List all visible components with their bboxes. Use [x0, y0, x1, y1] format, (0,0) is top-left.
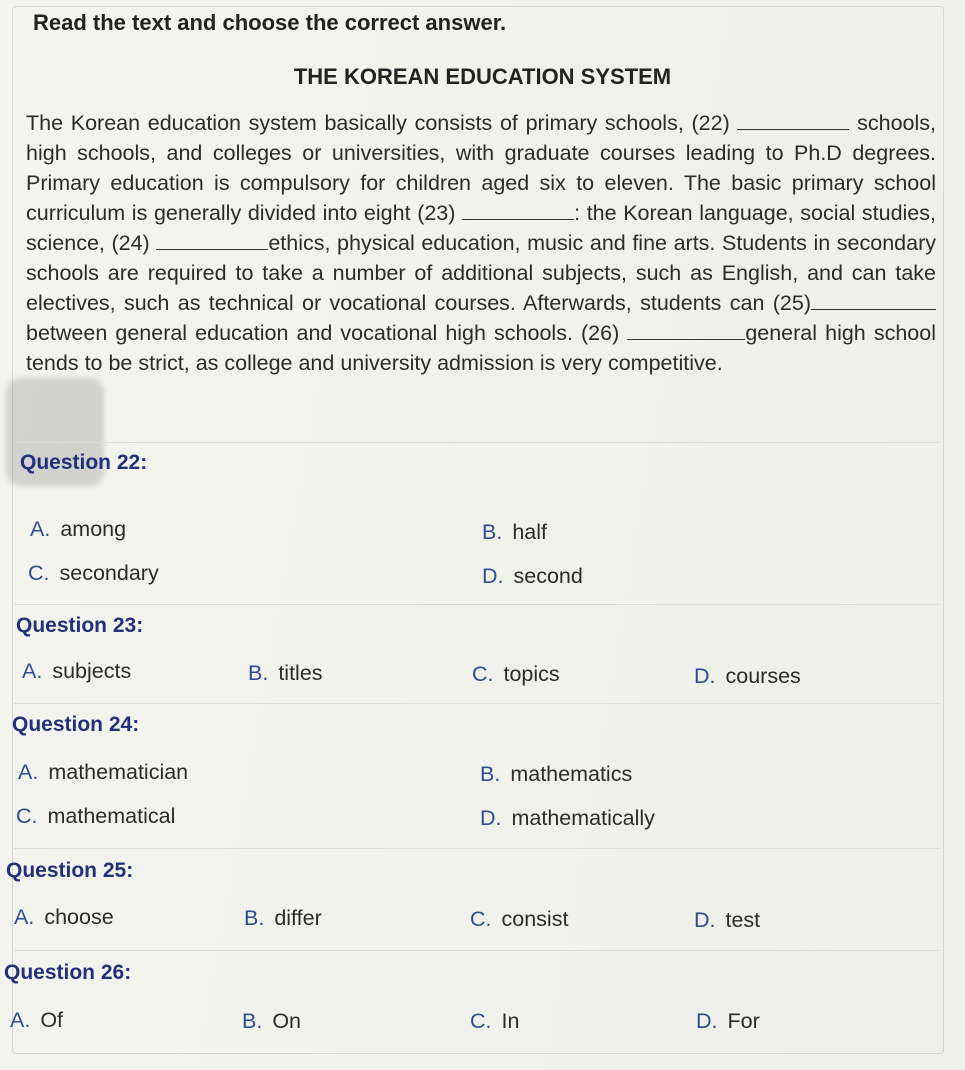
option-text: subjects	[52, 659, 132, 683]
divider	[14, 604, 939, 605]
option-letter: B.	[480, 762, 501, 786]
q26-option-a[interactable]	[10, 1008, 63, 1033]
option-letter: D.	[694, 908, 716, 932]
option-text: second	[513, 564, 583, 588]
option-text: On	[272, 1009, 302, 1033]
option-letter: A.	[14, 905, 35, 929]
option-letter: D.	[694, 664, 716, 688]
instruction-text: Read the text and choose the correct answer.	[33, 10, 507, 35]
q26-option-c[interactable]	[470, 1009, 519, 1034]
question-22-label: Question 22:	[20, 451, 148, 474]
option-text: half	[512, 520, 547, 544]
q23-option-b[interactable]	[248, 661, 323, 686]
q24-option-c[interactable]	[16, 804, 175, 829]
q23-option-d[interactable]	[694, 664, 801, 689]
reading-passage	[26, 108, 936, 378]
q24-option-d[interactable]	[480, 806, 655, 831]
q24-option-b[interactable]	[480, 762, 632, 787]
option-text: topics	[503, 662, 560, 686]
q25-option-b[interactable]	[244, 906, 322, 931]
option-text: mathematics	[510, 762, 633, 786]
q26-option-d[interactable]	[696, 1009, 760, 1034]
option-text: mathematical	[47, 804, 176, 828]
option-text: among	[60, 517, 127, 541]
question-26-label: Question 26:	[4, 961, 132, 984]
divider	[14, 442, 939, 443]
option-text: choose	[44, 905, 114, 929]
divider	[14, 950, 939, 951]
option-letter: C.	[28, 561, 50, 585]
option-letter: C.	[470, 1009, 492, 1033]
passage-segment: schools, high schools, and colleges or universities, with graduate courses leading to Ph.D degrees. Primary education is compulsory for children aged six to eleven. The basic primary school curriculum is generally divided into eight (23)	[26, 111, 937, 225]
option-letter: D.	[696, 1009, 718, 1033]
option-letter: B.	[244, 906, 265, 930]
passage-segment: : the Korean language, social studies, science, (24)	[26, 201, 936, 255]
blank-23	[462, 201, 574, 220]
q24-option-a[interactable]	[18, 760, 188, 785]
option-letter: A.	[10, 1008, 31, 1032]
option-text: Of	[40, 1008, 64, 1032]
passage-title: THE KOREAN EDUCATION SYSTEM	[293, 64, 672, 89]
question-24-label: Question 24:	[12, 713, 140, 736]
option-text: In	[501, 1009, 520, 1033]
option-letter: A.	[22, 659, 43, 683]
option-letter: D.	[482, 564, 504, 588]
q23-option-c[interactable]	[472, 662, 560, 687]
q26-option-b[interactable]	[242, 1009, 301, 1034]
blank-25	[811, 291, 936, 310]
q22-option-c[interactable]	[28, 561, 159, 586]
divider	[14, 703, 939, 704]
option-text: mathematician	[48, 760, 189, 784]
q25-option-a[interactable]	[14, 905, 114, 930]
option-text: test	[725, 908, 761, 932]
q22-option-a[interactable]	[30, 517, 126, 542]
blank-24	[156, 231, 268, 250]
option-letter: D.	[480, 806, 502, 830]
divider	[14, 848, 939, 849]
blank-22	[737, 111, 849, 130]
blank-26	[627, 321, 745, 340]
option-text: mathematically	[511, 806, 655, 830]
option-letter: C.	[470, 907, 492, 931]
option-letter: C.	[472, 662, 494, 686]
passage-segment: between general education and vocational high schools. (26)	[26, 321, 620, 345]
q23-option-a[interactable]	[22, 659, 131, 684]
q22-option-d[interactable]	[482, 564, 583, 589]
q22-option-b[interactable]	[482, 520, 547, 545]
option-letter: C.	[16, 804, 38, 828]
question-25-label: Question 25:	[6, 859, 134, 882]
option-text: consist	[501, 907, 569, 931]
passage-segment: The Korean education system basically consists of primary schools, (22)	[26, 111, 730, 135]
q25-option-d[interactable]	[694, 908, 760, 933]
option-letter: B.	[248, 661, 269, 685]
option-letter: A.	[30, 517, 51, 541]
passage-segment: general high school tends to be strict, as college and university admission is very competitive.	[26, 321, 936, 375]
option-letter: B.	[482, 520, 503, 544]
passage-segment: ethics, physical education, music and fine arts. Students in secondary schools are required to take a number of additional subjects, such as English, and can take electives, such as technical or vocational courses. Afterwards, students can (25)	[26, 231, 936, 315]
q25-option-c[interactable]	[470, 907, 568, 932]
option-letter: A.	[18, 760, 39, 784]
option-text: courses	[725, 664, 801, 688]
option-text: secondary	[59, 561, 159, 585]
option-text: differ	[274, 906, 322, 930]
option-text: For	[727, 1009, 760, 1033]
option-text: titles	[278, 661, 323, 685]
option-letter: B.	[242, 1009, 263, 1033]
question-23-label: Question 23:	[16, 614, 144, 637]
